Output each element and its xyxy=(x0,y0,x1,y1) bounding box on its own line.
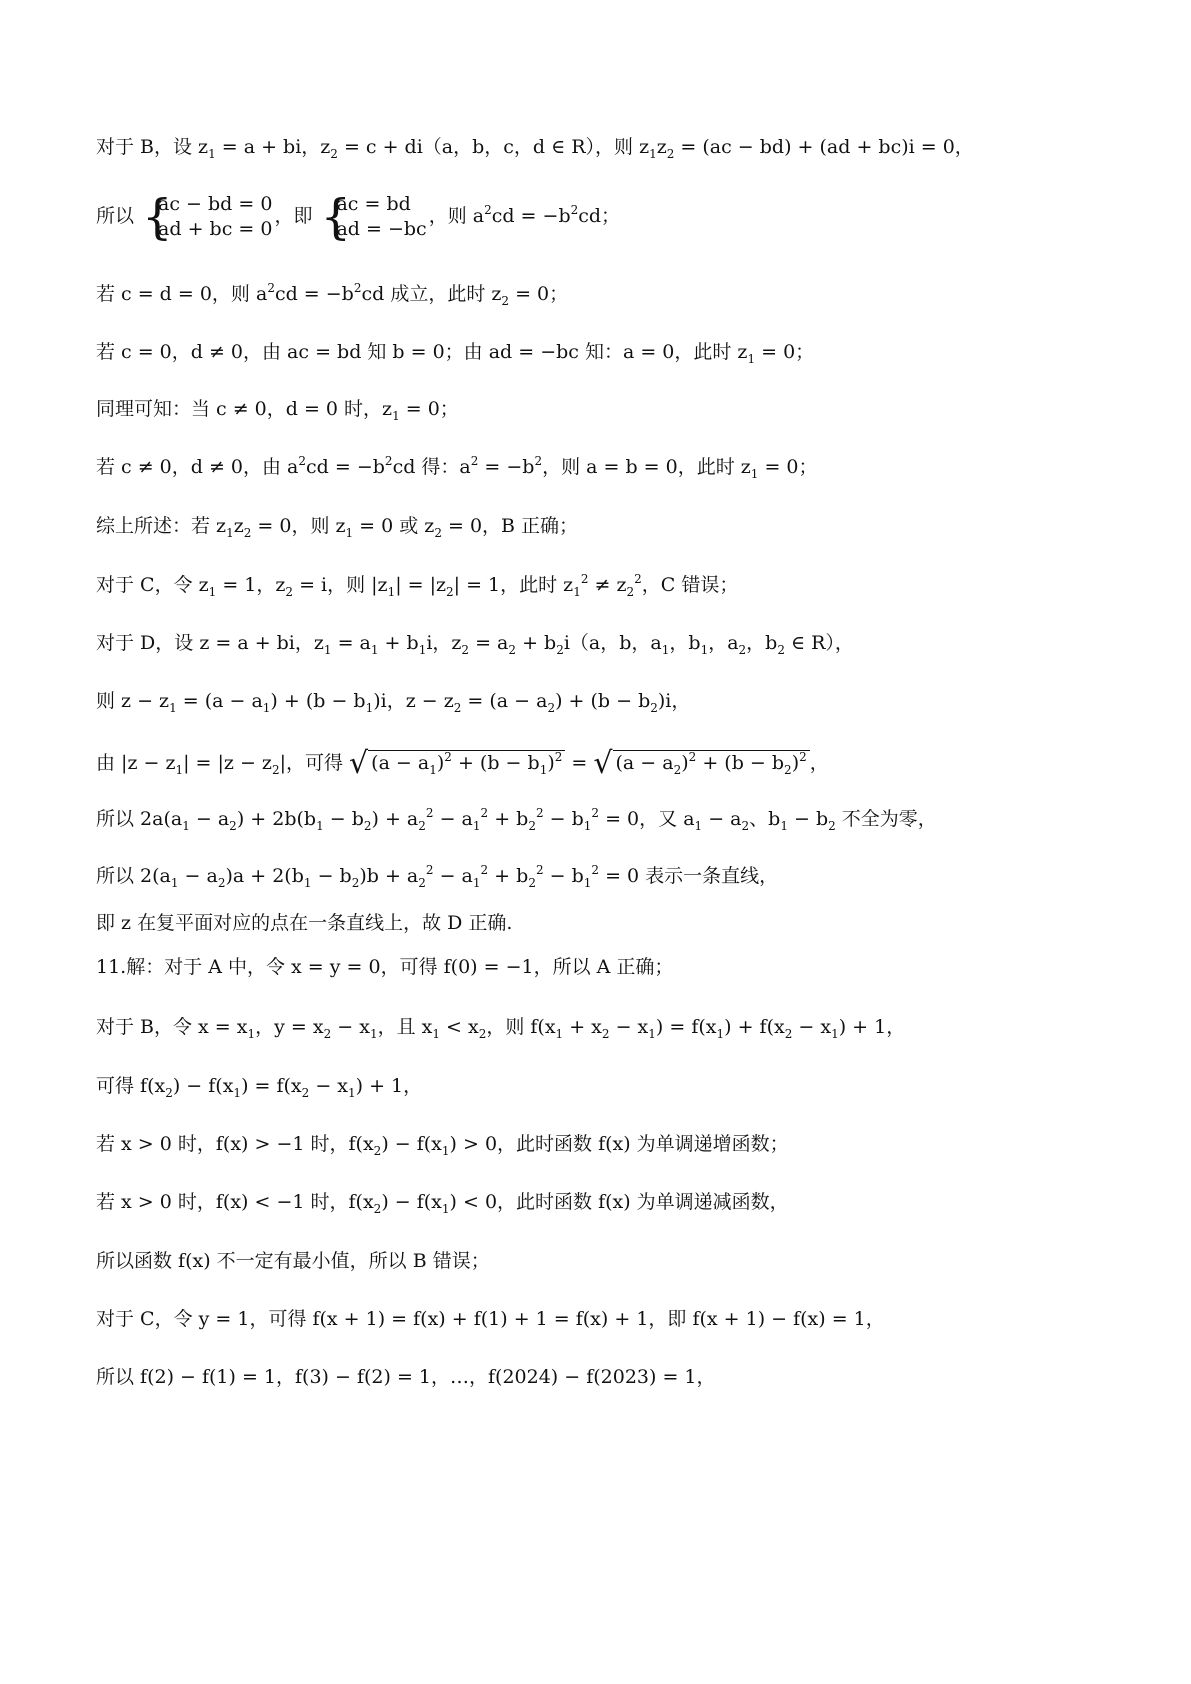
text-run: 对于 B，令 x = x xyxy=(96,1016,248,1038)
subscript: 1 xyxy=(472,819,481,833)
text-run: ，a xyxy=(708,632,739,654)
text-run: = 0； xyxy=(509,283,569,305)
subscript: 2 xyxy=(330,147,338,161)
subscript: 2 xyxy=(777,643,785,657)
subscript: 2 xyxy=(351,876,360,890)
text-run: ) + 1， xyxy=(838,1016,906,1038)
superscript: 2 xyxy=(634,572,642,586)
subscript: 2 xyxy=(601,1027,610,1041)
text-run: 若 x > 0 时，f(x) > −1 时，f(x xyxy=(96,1133,374,1155)
text-run: = a xyxy=(331,632,371,654)
text-run: = 0，B 正确； xyxy=(441,515,579,537)
text-run: − a xyxy=(433,808,473,830)
superscript: 2 xyxy=(554,750,563,764)
superscript: 2 xyxy=(353,281,362,295)
subscript: 1 xyxy=(831,1027,839,1041)
equation-row: ad = −bc xyxy=(336,218,427,240)
text-run: cd 成立，此时 z xyxy=(361,283,502,305)
subscript: 1 xyxy=(694,819,703,833)
text-run: ) + 1， xyxy=(355,1075,423,1097)
text-run: − a xyxy=(178,865,218,887)
subscript: 2 xyxy=(373,1144,382,1158)
text-run: 所以 2a(a xyxy=(96,808,183,830)
subscript: 2 xyxy=(217,876,226,890)
text-run: ) xyxy=(436,752,445,774)
text-run: − b xyxy=(543,865,584,887)
equation-row: ad + bc = 0 xyxy=(158,218,273,240)
superscript: 2 xyxy=(580,572,589,586)
subscript: 1 xyxy=(348,1086,356,1100)
superscript: 2 xyxy=(425,806,434,820)
equation-system xyxy=(320,189,427,245)
subscript: 2 xyxy=(363,819,372,833)
subscript: 2 xyxy=(418,819,426,833)
text-run: ) + (b − b xyxy=(270,690,366,712)
superscript: 2 xyxy=(470,454,479,468)
text-run: 同理可知：当 c ≠ 0，d = 0 时，z xyxy=(96,398,393,420)
text-run: + b xyxy=(516,632,557,654)
text-run: + (b − b xyxy=(696,752,785,774)
text-run: 综上所述：若 z xyxy=(96,515,227,537)
text-run: 对于 C，令 y = 1，可得 f(x + 1) = f(x) + f(1) + 1 = f(x) + 1，即 f(x + 1) − f(x) = 1， xyxy=(96,1308,885,1330)
subscript: 1 xyxy=(539,763,548,777)
superscript: 2 xyxy=(535,806,544,820)
solution-line xyxy=(96,910,1096,936)
solution-line xyxy=(96,954,1096,980)
subscript: 2 xyxy=(556,643,564,657)
subscript: 1 xyxy=(649,147,657,161)
text-run: )a + 2(b xyxy=(225,865,304,887)
subscript: 2 xyxy=(243,526,252,540)
solution-line xyxy=(96,396,1096,422)
text-run: = a xyxy=(469,632,509,654)
text-run: − a xyxy=(433,865,473,887)
superscript: 2 xyxy=(480,806,489,820)
text-run: 由 |z − z xyxy=(96,752,176,774)
text-run: − x xyxy=(609,1016,649,1038)
subscript: 2 xyxy=(738,643,747,657)
text-run: i，z xyxy=(426,632,462,654)
text-run: cd 得：a xyxy=(392,456,471,478)
text-run: )i，z − z xyxy=(373,690,454,712)
text-run: 、b xyxy=(749,808,781,830)
equation-system xyxy=(142,189,273,245)
subscript: 1 xyxy=(573,585,581,599)
text-run: 所以 2(a xyxy=(96,865,171,887)
subscript: 1 xyxy=(750,467,759,481)
text-run: ) + 2b(b xyxy=(236,808,317,830)
subscript: 1 xyxy=(208,147,216,161)
subscript: 1 xyxy=(247,1027,256,1041)
subscript: 2 xyxy=(673,763,682,777)
text-run: z xyxy=(656,136,667,158)
text-run: + b xyxy=(488,865,529,887)
text-run: ，则 a xyxy=(428,205,485,227)
subscript: 2 xyxy=(784,763,792,777)
text-run: ∈ R）， xyxy=(784,632,854,654)
superscript: 2 xyxy=(570,203,579,217)
solution-line xyxy=(96,281,1096,307)
text-run: = 0； xyxy=(758,456,818,478)
text-run: + x xyxy=(563,1016,602,1038)
subscript: 2 xyxy=(461,643,470,657)
subscript: 2 xyxy=(741,819,750,833)
subscript: 2 xyxy=(229,819,237,833)
text-run: | = |z xyxy=(395,574,447,596)
text-run: 则 z − z xyxy=(96,690,170,712)
text-run: − x xyxy=(309,1075,348,1097)
text-run: ) + f(x xyxy=(724,1016,785,1038)
subscript: 1 xyxy=(170,876,179,890)
subscript: 1 xyxy=(226,526,234,540)
text-run: = i，则 |z xyxy=(293,574,388,596)
text-run: ) + a xyxy=(371,808,419,830)
solution-line xyxy=(96,806,1096,832)
text-run: 11.解：对于 A 中，令 x = y = 0，可得 f(0) = −1，所以 A 正确； xyxy=(96,956,674,978)
superscript: 2 xyxy=(535,863,544,877)
subscript: 2 xyxy=(528,819,536,833)
square-root xyxy=(349,746,565,781)
text-run: − x xyxy=(792,1016,832,1038)
text-run: = 0，又 a xyxy=(599,808,695,830)
text-run: ，且 x xyxy=(377,1016,433,1038)
solution-line xyxy=(96,688,1096,714)
subscript: 1 xyxy=(370,643,379,657)
text-run: + (b − b xyxy=(451,752,540,774)
subscript: 1 xyxy=(429,763,437,777)
solution-line xyxy=(96,454,1096,480)
superscript: 2 xyxy=(267,281,275,295)
solution-line xyxy=(96,1364,1096,1390)
text-run: 所以函数 f(x) 不一定有最小值，所以 B 错误； xyxy=(96,1250,490,1272)
text-run: 若 c = 0，d ≠ 0，由 ac = bd 知 b = 0；由 ad = −bc 知：a = 0，此时 z xyxy=(96,341,748,363)
subscript: 1 xyxy=(262,701,271,715)
text-run: − b xyxy=(311,865,352,887)
solution-line xyxy=(96,572,1096,598)
solution-line xyxy=(96,1248,1096,1274)
subscript: 1 xyxy=(316,819,324,833)
text-run: ) < 0，此时函数 f(x) 为单调递减函数， xyxy=(449,1191,789,1213)
subscript: 1 xyxy=(169,701,177,715)
text-run: = 0 表示一条直线， xyxy=(599,865,779,887)
superscript: 2 xyxy=(591,863,600,877)
text-run: ，C 错误； xyxy=(641,574,739,596)
equation-row: ac = bd xyxy=(336,193,411,215)
text-run: ) − f(x xyxy=(381,1191,442,1213)
text-run: )b + a xyxy=(359,865,419,887)
text-run: ，y = x xyxy=(255,1016,324,1038)
subscript: 2 xyxy=(547,701,556,715)
text-run: ) > 0，此时函数 f(x) 为单调递增函数； xyxy=(449,1133,789,1155)
solution-line xyxy=(96,1131,1096,1157)
subscript: 1 xyxy=(387,585,396,599)
text-run: = 1，z xyxy=(216,574,286,596)
subscript: 2 xyxy=(650,701,658,715)
subscript: 1 xyxy=(208,585,217,599)
solution-line xyxy=(96,863,1096,889)
text-run: ) + (b − b xyxy=(555,690,651,712)
solution-line xyxy=(96,630,1096,656)
radicand xyxy=(368,750,565,777)
text-run: = 0； xyxy=(755,341,815,363)
subscript: 1 xyxy=(441,1202,450,1216)
text-run: − b xyxy=(323,808,364,830)
text-run: ， xyxy=(809,752,829,774)
superscript: 2 xyxy=(688,750,697,764)
subscript: 1 xyxy=(716,1027,725,1041)
text-run: = 0 或 z xyxy=(353,515,435,537)
subscript: 2 xyxy=(784,1027,793,1041)
text-run: = a + bi，z xyxy=(215,136,331,158)
subscript: 1 xyxy=(441,1144,450,1158)
subscript: 1 xyxy=(323,643,332,657)
subscript: 2 xyxy=(666,147,675,161)
text-run: − b xyxy=(543,808,584,830)
text-run: ) xyxy=(681,752,689,774)
superscript: 2 xyxy=(484,203,492,217)
text-run: ，则 f(x xyxy=(486,1016,556,1038)
subscript: 2 xyxy=(165,1086,173,1100)
text-run: cd = −b xyxy=(274,283,354,305)
subscript: 1 xyxy=(345,526,354,540)
text-run: z xyxy=(233,515,244,537)
text-run: = 0，则 z xyxy=(251,515,346,537)
text-run: − b xyxy=(787,808,829,830)
radical-sign: √ xyxy=(349,746,369,781)
brace-glyph: { xyxy=(142,189,173,245)
solution-line xyxy=(96,134,1096,160)
text-run: |，可得 xyxy=(279,752,350,774)
text-run: 若 x > 0 时，f(x) < −1 时，f(x xyxy=(96,1191,374,1213)
text-run: = (a − a xyxy=(461,690,548,712)
text-run: 若 c ≠ 0，d ≠ 0，由 a xyxy=(96,456,299,478)
subscript: 1 xyxy=(780,819,788,833)
text-run: ) = f(x xyxy=(655,1016,717,1038)
square-root xyxy=(593,746,809,781)
text-run: = −b xyxy=(478,456,535,478)
subscript: 2 xyxy=(301,1086,310,1100)
text-run: − a xyxy=(702,808,742,830)
text-run: ) xyxy=(547,752,555,774)
text-run: ，b xyxy=(669,632,701,654)
text-run: 对于 C，令 z xyxy=(96,574,209,596)
text-run: ，即 xyxy=(274,205,319,227)
subscript: 2 xyxy=(501,294,510,308)
superscript: 2 xyxy=(384,454,393,468)
text-run: 可得 f(x xyxy=(96,1075,166,1097)
text-run: 不全为零， xyxy=(835,808,937,830)
text-run: < x xyxy=(439,1016,479,1038)
text-run: 所以 f(2) − f(1) = 1，f(3) − f(2) = 1，…，f(2024) − f(2023) = 1， xyxy=(96,1366,716,1388)
text-run: ) − f(x xyxy=(381,1133,442,1155)
subscript: 2 xyxy=(828,819,836,833)
subscript: 1 xyxy=(583,876,592,890)
text-run: − x xyxy=(331,1016,370,1038)
solution-line xyxy=(96,339,1096,365)
text-run: = (a − a xyxy=(176,690,263,712)
subscript: 1 xyxy=(365,701,374,715)
subscript: 1 xyxy=(583,819,592,833)
subscript: 2 xyxy=(508,643,517,657)
subscript: 1 xyxy=(392,409,400,423)
solution-line xyxy=(96,746,1096,781)
subscript: 2 xyxy=(453,701,462,715)
subscript: 1 xyxy=(661,643,670,657)
subscript: 2 xyxy=(285,585,294,599)
text-run: = (ac − bd) + (ad + bc)i = 0， xyxy=(674,136,974,158)
text-run: = c + di（a，b，c，d ∈ R），则 z xyxy=(337,136,650,158)
superscript: 2 xyxy=(799,750,807,764)
brace-glyph: { xyxy=(320,189,352,245)
superscript: 2 xyxy=(480,863,489,877)
subscript: 2 xyxy=(528,876,536,890)
text-run: ) = f(x xyxy=(241,1075,302,1097)
subscript: 1 xyxy=(432,1027,440,1041)
text-run: = 0； xyxy=(399,398,459,420)
subscript: 1 xyxy=(648,1027,656,1041)
solution-line xyxy=(96,1306,1096,1332)
subscript: 2 xyxy=(271,763,280,777)
text-run: − a xyxy=(189,808,230,830)
text-run: | = |z − z xyxy=(183,752,272,774)
text-run: | = 1，此时 z xyxy=(453,574,574,596)
superscript: 2 xyxy=(425,863,434,877)
subscript: 2 xyxy=(418,876,426,890)
subscript: 1 xyxy=(747,352,756,366)
text-run: (a − a xyxy=(371,752,430,774)
solution-line xyxy=(96,1014,1096,1040)
text-run: 所以 xyxy=(96,205,141,227)
subscript: 2 xyxy=(323,1027,332,1041)
text-run: 若 c = d = 0，则 a xyxy=(96,283,268,305)
subscript: 1 xyxy=(418,643,427,657)
subscript: 1 xyxy=(369,1027,378,1041)
subscript: 2 xyxy=(626,585,635,599)
text-run: ，b xyxy=(746,632,778,654)
solution-line xyxy=(96,1073,1096,1099)
subscript: 1 xyxy=(700,643,709,657)
text-run: ) − f(x xyxy=(172,1075,234,1097)
text-run: ≠ z xyxy=(588,574,627,596)
equation-row: ac − bd = 0 xyxy=(158,193,273,215)
text-run: + b xyxy=(378,632,419,654)
text-run: cd； xyxy=(578,205,621,227)
superscript: 2 xyxy=(534,454,543,468)
solution-line xyxy=(96,189,1096,245)
subscript: 1 xyxy=(182,819,190,833)
text-run: (a − a xyxy=(615,752,674,774)
text-run: + b xyxy=(488,808,529,830)
subscript: 1 xyxy=(555,1027,564,1041)
text-run: cd = −b xyxy=(491,205,571,227)
text-run: 对于 B，设 z xyxy=(96,136,209,158)
text-run: )i， xyxy=(657,690,691,712)
superscript: 2 xyxy=(591,806,600,820)
radical-sign: √ xyxy=(593,746,613,781)
subscript: 2 xyxy=(446,585,454,599)
solution-line xyxy=(96,513,1096,539)
subscript: 1 xyxy=(175,763,184,777)
text-run: cd = −b xyxy=(306,456,385,478)
text-run: 即 z 在复平面对应的点在一条直线上，故 D 正确. xyxy=(96,912,513,934)
subscript: 2 xyxy=(478,1027,487,1041)
subscript: 2 xyxy=(373,1202,382,1216)
radicand xyxy=(613,750,810,777)
solution-line xyxy=(96,1189,1096,1215)
superscript: 2 xyxy=(444,750,452,764)
subscript: 1 xyxy=(233,1086,242,1100)
subscript: 1 xyxy=(472,876,481,890)
text-run: ，则 a = b = 0，此时 z xyxy=(542,456,751,478)
subscript: 1 xyxy=(303,876,312,890)
text-run: ) xyxy=(791,752,800,774)
superscript: 2 xyxy=(298,454,307,468)
text-run: 对于 D，设 z = a + bi，z xyxy=(96,632,324,654)
text-run: i（a，b，a xyxy=(563,632,662,654)
subscript: 2 xyxy=(434,526,442,540)
text-run: = xyxy=(565,752,594,774)
